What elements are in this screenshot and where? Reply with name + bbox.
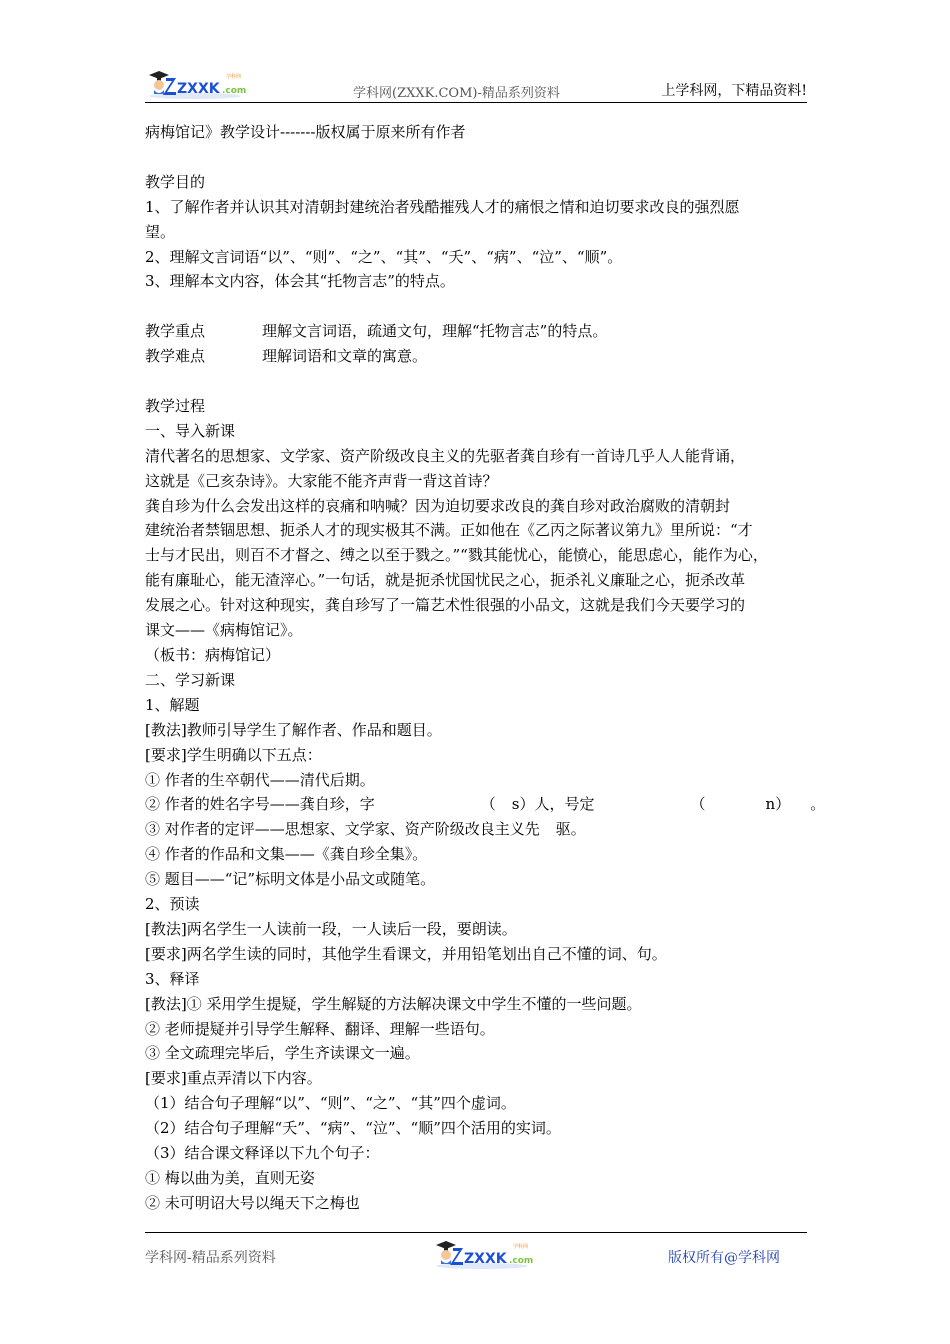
section-heading: 一、导入新课 <box>145 421 236 440</box>
step3-line: [教法]① 采用学生提疑，学生解疑的方法解决课文中学生不懂的一些问题。 <box>145 994 642 1013</box>
svg-text:ZXXK: ZXXK <box>464 1251 507 1267</box>
step3-line: （2）结合句子理解“夭”、“病”、“泣”、“顺”四个活用的实词。 <box>145 1119 561 1138</box>
header-site-name: 学科网(ZXXK.COM)-精品系列资料 <box>353 86 560 101</box>
footer-left-text: 学科网-精品系列资料 <box>145 1250 276 1266</box>
header-divider <box>145 102 807 103</box>
step3-line: ② 未可明诏大号以绳天下之梅也 <box>145 1193 360 1212</box>
requirement-line: [要求]学生明确以下五点： <box>145 745 322 764</box>
header-slogan: 上学科网，下精品资料! <box>661 83 807 99</box>
step-heading: 3、释译 <box>145 969 200 988</box>
method-line: [教法]教师引导学生了解作者、作品和题目。 <box>145 720 442 739</box>
svg-text:学科网: 学科网 <box>226 74 242 80</box>
step3-line: ① 梅以曲为美，直则无姿 <box>145 1169 315 1188</box>
intro-line: 发展之心。针对这种现实，龚自珍写了一篇艺术性很强的小品文，这就是我们今天要学习的 <box>145 596 746 615</box>
step-heading: 2、预读 <box>145 895 200 914</box>
point-line: ⑤ 题目——“记”标明文体是小品文或随笔。 <box>145 870 436 889</box>
requirement-line: [要求]两名学生读的同时，其他学生看课文，并用铅笔划出自己不懂的词、句。 <box>145 944 667 963</box>
intro-line: 这就是《己亥杂诗》。大家能不能齐声背一背这首诗？ <box>145 471 498 490</box>
intro-line: 龚自珍为什么会发出这样的哀痛和呐喊？因为迫切要求改良的龚自珍对政治腐败的清朝封 <box>145 496 731 515</box>
difficulty-text: 理解词语和文章的寓意。 <box>262 347 428 366</box>
step3-line: ② 老师提疑并引导学生解释、翻译、理解一些语句。 <box>145 1019 495 1038</box>
point-line: ③ 对作者的定评——思想家、文学家、资产阶级改良主义先 驱。 <box>145 820 586 839</box>
focus-row <box>145 319 810 344</box>
section-heading: 二、学习新课 <box>145 670 236 689</box>
objective-line: 望。 <box>145 222 176 241</box>
step3-line: ③ 全文疏理完毕后，学生齐读课文一遍。 <box>145 1044 420 1063</box>
svg-text:.com: .com <box>222 86 247 96</box>
page-header <box>145 66 807 102</box>
intro-line: （板书：病梅馆记） <box>145 645 281 664</box>
objectives-heading: 教学目的 <box>145 172 206 191</box>
document-title: 病梅馆记》教学设计-------版权属于原来所有作者 <box>145 123 466 141</box>
intro-line: 能有廉耻心，能无渣滓心。”一句话，就是扼杀忧国忧民之心，扼杀礼义廉耻之心，扼杀改革 <box>145 571 746 590</box>
intro-line: 清代著名的思想家、文学家、资产阶级改良主义的先驱者龚自珍有一首诗几乎人人能背诵， <box>145 446 746 465</box>
zxxk-logo <box>145 66 251 100</box>
svg-text:ZXXK: ZXXK <box>177 81 220 97</box>
step3-line: （3）结合课文释译以下九个句子： <box>145 1144 380 1163</box>
point-line: ④ 作者的作品和文集——《龚自珍全集》。 <box>145 845 428 864</box>
intro-line: 士与才民出，则百不才督之、缚之以至于戮之。”“戮其能忧心，能愤心，能思虑心，能作为心， <box>145 546 768 565</box>
objective-line: 3、理解本文内容，体会其“托物言志”的特点。 <box>145 272 455 291</box>
point-line: ② 作者的姓名字号——龚自珍，字 （ s）人，号定 （ n） 。 <box>145 795 826 814</box>
footer-zxxk-logo <box>432 1236 538 1270</box>
objective-line: 2、理解文言词语“以”、“则”、“之”、“其”、“夭”、“病”、“泣”、“顺”。 <box>145 247 623 266</box>
intro-line: 课文——《病梅馆记》。 <box>145 621 303 640</box>
focus-label: 教学重点 <box>145 322 206 341</box>
svg-text:.com: .com <box>509 1256 534 1266</box>
svg-text:学科网: 学科网 <box>513 1244 529 1250</box>
focus-text: 理解文言词语，疏通文句，理解“托物言志”的特点。 <box>262 322 608 341</box>
process-heading: 教学过程 <box>145 396 206 415</box>
step3-line: [要求]重点弄清以下内容。 <box>145 1069 322 1088</box>
intro-line: 建统治者禁锢思想、扼杀人才的现实极其不满。正如他在《乙丙之际著议第九》里所说：“才 <box>145 521 753 540</box>
footer-divider <box>145 1232 807 1233</box>
step-heading: 1、解题 <box>145 695 200 714</box>
objective-line: 1、了解作者并认识其对清朝封建统治者残酷摧残人才的痛恨之情和迫切要求改良的强烈愿 <box>145 197 740 216</box>
document-body <box>145 120 826 1216</box>
difficulty-row <box>145 344 810 369</box>
point-line: ① 作者的生卒朝代——清代后期。 <box>145 770 375 789</box>
footer-copyright-link[interactable]: 版权所有@学科网 <box>668 1250 780 1266</box>
method-line: [教法]两名学生一人读前一段，一人读后一段，要朗读。 <box>145 919 517 938</box>
difficulty-label: 教学难点 <box>145 347 206 366</box>
step3-line: （1）结合句子理解“以”、“则”、“之”、“其”四个虚词。 <box>145 1094 516 1113</box>
